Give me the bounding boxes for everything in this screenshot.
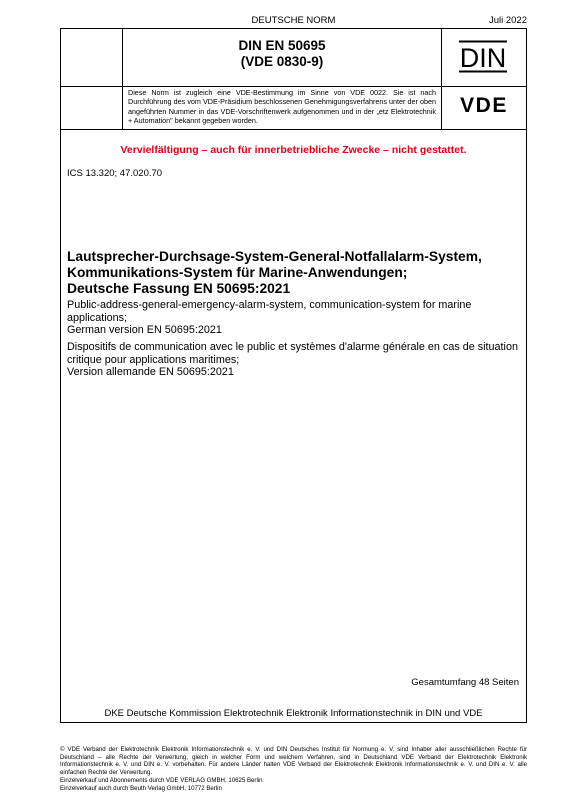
footer bbox=[60, 746, 527, 792]
title-german-line: Deutsche Fassung EN 50695:2021 bbox=[67, 281, 291, 296]
total-pages: Gesamtumfang 48 Seiten bbox=[411, 677, 519, 688]
series-label: DEUTSCHE NORM bbox=[251, 15, 336, 26]
title-english-line: applications; bbox=[67, 311, 128, 324]
din-logo-text: DIN bbox=[459, 43, 507, 73]
ics-code: ICS 13.320; 47.020.70 bbox=[67, 168, 163, 179]
copy-warning: Vervielfältigung – auch für innerbetriebliche Zwecke – nicht gestattet. bbox=[120, 144, 467, 156]
copyright-notice: © VDE Verband der Elektrotechnik Elektronik Informationstechnik e. V. und DIN Deutsches Institut für Normung e. V. sind Inhaber aller ausschließlichen Rechte für Deutschland – alle Rechte der Verwertung, gleich in welcher Form und welchem Verfahren, sind in Deutschland VDE Verband der Elektrotechnik Elektronik Informationstechnik e. V. und DIN e. V. vorbehalten. Für andere Länder halten VDE Verband der Elektrotechnik Elektronik Informationstechnik e. V. und DIN e. V. alle einfachen Rechte der Verwertung. bbox=[60, 746, 527, 777]
title-french bbox=[67, 341, 522, 379]
vde-notice: Diese Norm ist zugleich eine VDE-Bestimmung im Sinne von VDE 0022. Sie ist nach Durchführung des vom VDE-Präsidium beschlossenen Genehmigungsverfahrens unter der oben angeführten Nummer in das VDE-Vorschriftenwerk aufgenommen und in der „etz Elektrotechnik + Automation" bekannt gegeben worden. bbox=[128, 88, 436, 126]
title-english bbox=[67, 299, 522, 337]
document-number: DIN EN 50695 bbox=[238, 38, 326, 53]
title-german-line: Kommunikations-System für Marine-Anwendungen; bbox=[67, 265, 408, 280]
title-french-line: critique pour applications maritimes; bbox=[67, 353, 240, 366]
publication-date: Juli 2022 bbox=[488, 15, 527, 26]
header-cell-left-bottom bbox=[60, 86, 123, 129]
vde-logo: VDE bbox=[460, 94, 508, 117]
title-german bbox=[67, 249, 522, 297]
title-german-line: Lautsprecher-Durchsage-System-General-Notfallalarm-System, bbox=[67, 249, 482, 264]
title-french-line: Version allemande EN 50695:2021 bbox=[67, 366, 234, 379]
title-english-line: Public-address-general-emergency-alarm-system, communication-system for marine bbox=[67, 299, 472, 311]
title-english-line: German version EN 50695:2021 bbox=[67, 324, 222, 337]
header-bottom-line bbox=[60, 129, 527, 130]
vde-classification: (VDE 0830-9) bbox=[240, 54, 324, 69]
dke-commission: DKE Deutsche Kommission Elektrotechnik Elektronik Informationstechnik in DIN und VDE bbox=[104, 708, 483, 719]
header-cell-left-top bbox=[60, 28, 123, 86]
sales-info: Einzelverkauf auch durch Beuth Verlag GmbH, 10772 Berlin bbox=[60, 784, 222, 792]
title-french-line: Dispositifs de communication avec le public et systèmes d'alarme générale en cas de situation bbox=[67, 341, 518, 353]
sales-info: Einzelverkauf und Abonnements durch VDE VERLAG GMBH, 10625 Berlin bbox=[60, 776, 263, 784]
din-logo bbox=[458, 40, 508, 73]
